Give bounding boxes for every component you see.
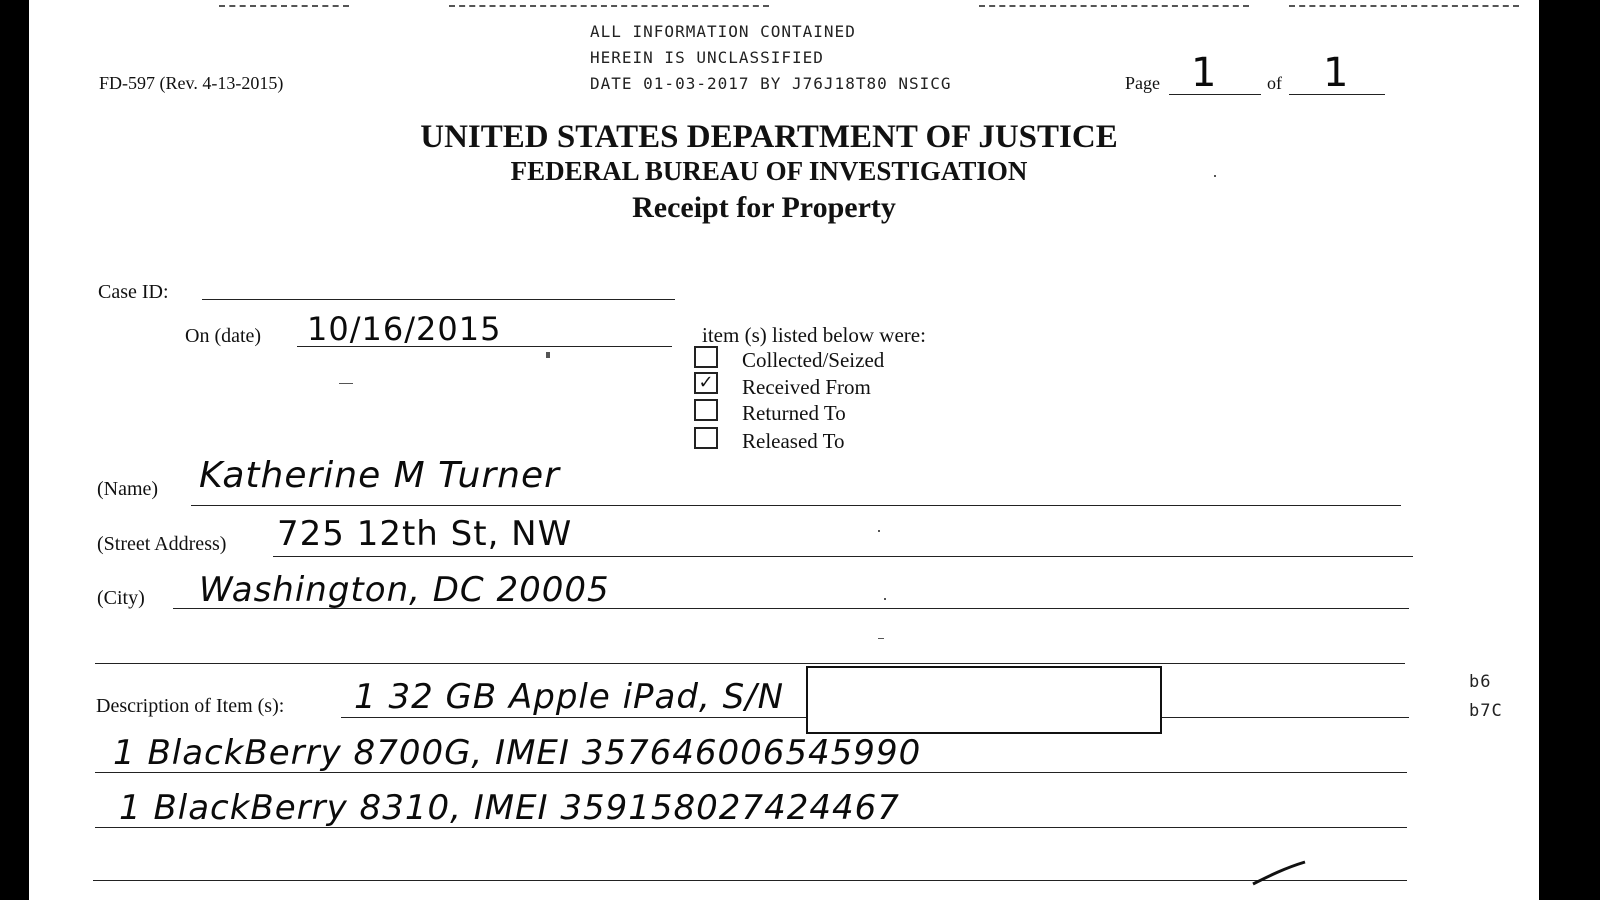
form-number: FD-597 (Rev. 4-13-2015): [99, 73, 284, 93]
name-line: [191, 505, 1401, 506]
items-intro-label: item (s) listed below were:: [702, 323, 926, 347]
checkbox-received-from[interactable]: [694, 372, 718, 394]
case-id-line: [202, 299, 675, 300]
top-edge-mark: [449, 5, 769, 7]
top-edge-mark: [979, 5, 1249, 7]
scan-speck: [878, 638, 884, 639]
name-label: (Name): [97, 478, 159, 500]
city-value[interactable]: Washington, DC 20005: [199, 570, 610, 610]
receipt-form-page: [29, 0, 1539, 900]
of-label: of: [1267, 73, 1282, 93]
description-line-4: [93, 880, 1407, 881]
date-value[interactable]: 10/16/2015: [307, 310, 502, 348]
classification-line-1: ALL INFORMATION CONTAINED: [590, 22, 856, 41]
scan-speck: [339, 383, 353, 384]
scan-speck: [884, 598, 886, 600]
description-value-3[interactable]: 1 BlackBerry 8310, IMEI 359158027424467: [119, 788, 900, 828]
option-label-collected-seized: Collected/Seized: [742, 348, 885, 372]
form-title: Receipt for Property: [632, 191, 896, 224]
city-label: (City): [97, 587, 145, 609]
bureau-title: FEDERAL BUREAU OF INVESTIGATION: [510, 156, 1028, 186]
page-label: Page: [1125, 73, 1160, 93]
name-value[interactable]: Katherine M Turner: [199, 455, 560, 496]
top-edge-mark: [1289, 5, 1519, 7]
exemption-code-b6: b6: [1469, 672, 1492, 692]
classification-line-2: HEREIN IS UNCLASSIFIED: [590, 48, 824, 67]
street-value[interactable]: 725 12th St, NW: [277, 514, 573, 554]
classification-line-3: DATE 01-03-2017 BY J76J18T80 NSICG: [590, 74, 952, 93]
page-total: 1: [1323, 50, 1350, 96]
option-label-received-from: Received From: [742, 375, 871, 399]
scan-speck: [546, 352, 550, 358]
description-value-2[interactable]: 1 BlackBerry 8700G, IMEI 357646006545990: [113, 733, 922, 773]
department-title: UNITED STATES DEPARTMENT OF JUSTICE: [420, 119, 1118, 155]
scan-speck: [878, 530, 880, 532]
option-label-released-to: Released To: [742, 429, 845, 453]
check-mark-icon: ✓: [698, 372, 714, 393]
description-label: Description of Item (s):: [96, 695, 285, 717]
top-edge-mark: [219, 5, 349, 7]
street-label: (Street Address): [97, 533, 227, 555]
redaction-box: [806, 666, 1162, 734]
scan-speck: [1214, 175, 1216, 177]
case-id-label: Case ID:: [98, 281, 169, 303]
date-label: On (date): [185, 325, 262, 347]
option-label-returned-to: Returned To: [742, 401, 846, 425]
checkbox-collected-seized[interactable]: [694, 346, 718, 368]
street-line: [273, 556, 1413, 557]
pen-stroke-mark: [1249, 858, 1309, 888]
page-number: 1: [1191, 50, 1218, 96]
blank-line: [95, 663, 1405, 664]
checkbox-returned-to[interactable]: [694, 399, 718, 421]
exemption-code-b7c: b7C: [1469, 701, 1503, 721]
description-value-1[interactable]: 1 32 GB Apple iPad, S/N: [354, 677, 785, 717]
checkbox-released-to[interactable]: [694, 427, 718, 449]
